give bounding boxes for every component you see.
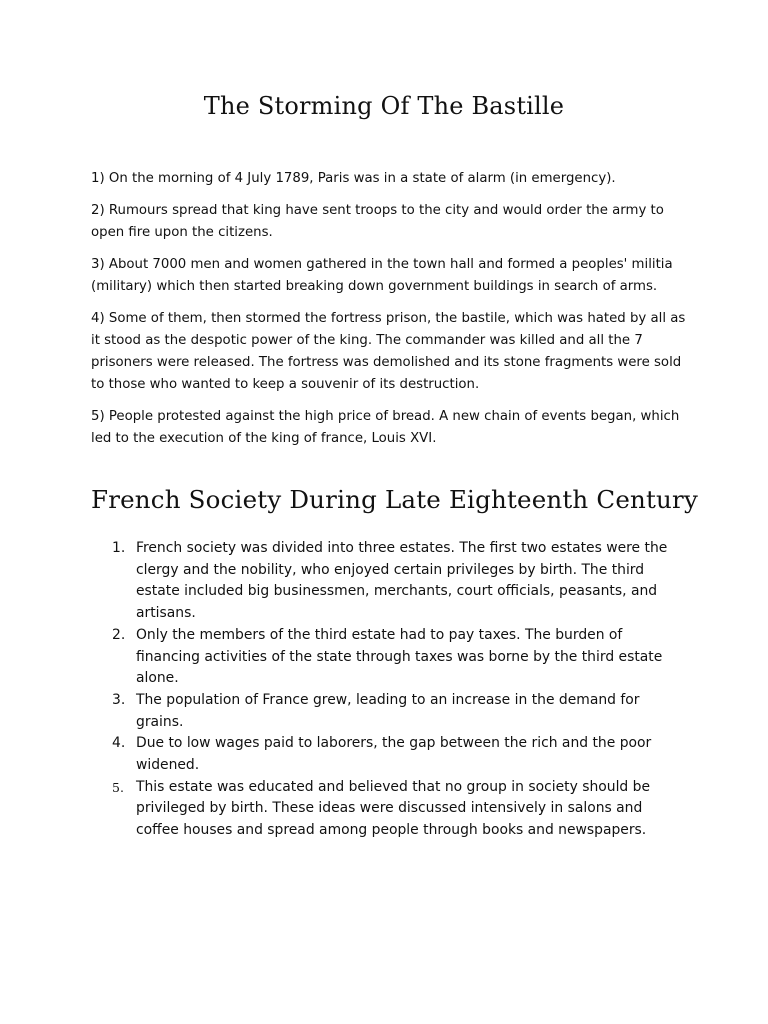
french-society-list	[91, 538, 671, 842]
list-item	[91, 690, 671, 733]
bastille-paragraphs	[91, 168, 691, 460]
list-item-text: This estate was educated and believed that no group in society should be privileged by birth. These ideas were discussed intensively in salons and coffee houses and spread among people through books and newspapers.	[136, 778, 651, 839]
list-item	[91, 538, 671, 625]
paragraph: 1) On the morning of 4 July 1789, Paris was in a state of alarm (in emergency).	[91, 171, 616, 186]
list-item-number: 2.	[112, 626, 126, 643]
paragraph: 5) People protested against the high price of bread. A new chain of events began, which led to the execution of the king of france, Louis XVI.	[91, 409, 680, 446]
list-item-text: French society was divided into three estates. The first two estates were the clergy and the nobility, who enjoyed certain privileges by birth. The third estate included big businessmen, merchants, court officials, peasants, and artisans.	[136, 540, 668, 622]
section-title-french-society: French Society During Late Eighteenth Century	[91, 485, 698, 514]
list-item	[91, 625, 671, 690]
paragraph: 2) Rumours spread that king have sent troops to the city and would order the army to open fire upon the citizens.	[91, 203, 664, 240]
list-item-number: 1.	[112, 540, 126, 556]
list-item-number: 3.	[112, 691, 126, 708]
list-item-text: The population of France grew, leading to an increase in the demand for grains.	[136, 691, 640, 730]
list-item-number: 5.	[112, 779, 124, 795]
list-item	[91, 777, 671, 842]
list-item-text: Only the members of the third estate had to pay taxes. The burden of financing activities of the state through taxes was borne by the third estate alone.	[136, 626, 663, 687]
list-item-number: 4.	[112, 735, 126, 752]
list-item	[91, 733, 671, 776]
section-title-bastille: The Storming Of The Bastille	[203, 92, 565, 120]
list-item-text: Due to low wages paid to laborers, the gap between the rich and the poor widened.	[136, 735, 652, 774]
paragraph: 3) About 7000 men and women gathered in the town hall and formed a peoples' militia (military) which then started breaking down government buildings in search of arms.	[91, 257, 673, 294]
paragraph: 4) Some of them, then stormed the fortress prison, the bastile, which was hated by all as it stood as the despotic power of the king. The commander was killed and all the 7 prisoners were released. The fortress was demolished and its stone fragments were sold to those who wanted to keep a souvenir of its destruction.	[91, 311, 686, 392]
